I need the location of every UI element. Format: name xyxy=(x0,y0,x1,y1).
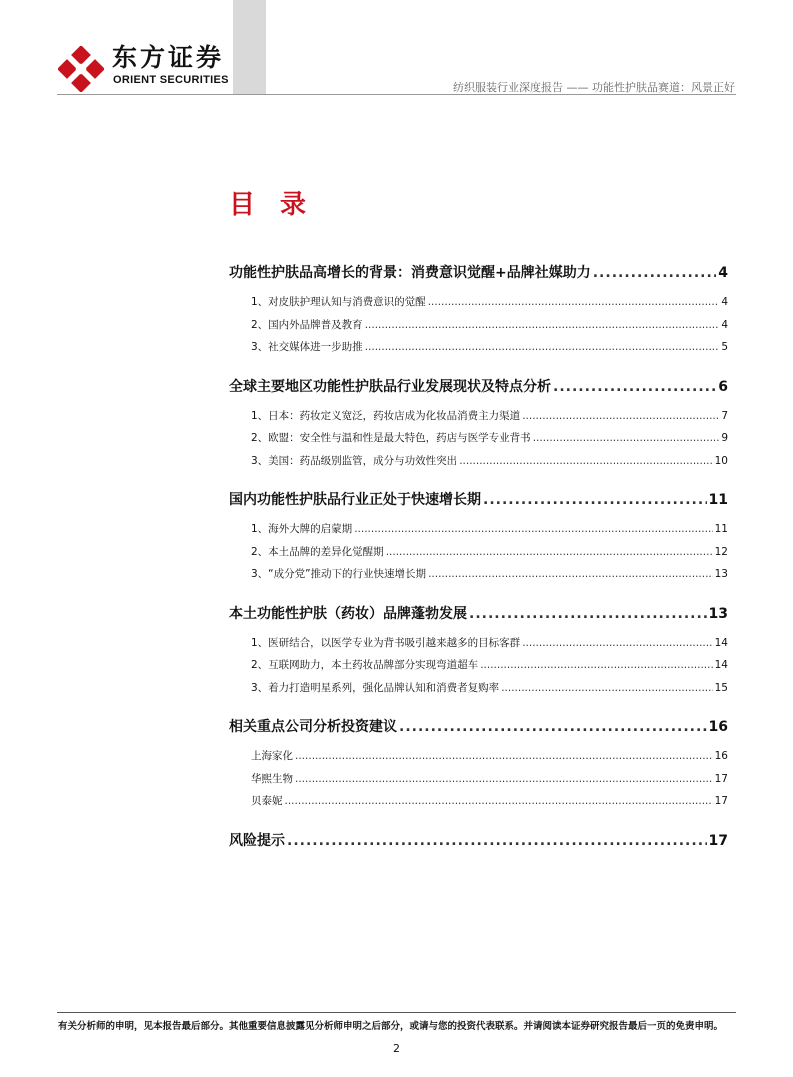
toc-sub-entry[interactable] xyxy=(229,680,728,696)
toc-entry-page: 12 xyxy=(714,545,728,558)
toc-entry-page: 13 xyxy=(714,568,728,580)
toc-leader-dots xyxy=(483,492,707,508)
toc-entry-text: 功能性护肤品高增长的背景：消费意识觉醒+品牌社媒助力 xyxy=(229,265,591,281)
toc-entry-page: 4 xyxy=(721,296,728,308)
toc-entry-page: 11 xyxy=(708,492,728,508)
toc-entry-page: 10 xyxy=(714,454,728,467)
toc-leader-dots xyxy=(533,432,720,444)
toc-sub-entry[interactable] xyxy=(229,339,728,355)
toc-entry-text: 1、医研结合，以医学专业为背书吸引越来越多的目标客群 xyxy=(251,636,521,649)
toc-sub-entry[interactable] xyxy=(229,566,728,582)
toc-entry-text: 贝泰妮 xyxy=(251,795,283,807)
toc-leader-dots xyxy=(522,410,719,422)
toc-entry-text: 本土功能性护肤（药妆）品牌蓬勃发展 xyxy=(229,605,467,622)
toc-leader-dots xyxy=(469,606,707,622)
footer-disclaimer: 有关分析师的申明，见本报告最后部分。其他重要信息披露见分析师申明之后部分，或请与您的投资代表联系。并请阅读本证券研究报告最后一页的免责申明。 xyxy=(58,1021,724,1032)
toc-entry-text: 2、本土品牌的差异化觉醒期 xyxy=(251,545,384,558)
toc-sub-entry[interactable] xyxy=(229,793,728,809)
toc-leader-dots xyxy=(459,455,712,467)
toc-entry-page: 16 xyxy=(708,719,728,735)
toc-leader-dots xyxy=(522,637,712,649)
footer-divider xyxy=(57,1012,736,1013)
report-title-line: 纺织服装行业深度报告 —— 功能性护肤品赛道：风景正好 xyxy=(453,81,735,94)
toc-heading-entry[interactable] xyxy=(229,376,728,398)
toc-heading-entry[interactable] xyxy=(229,603,728,625)
toc-leader-dots xyxy=(399,719,707,735)
toc-entry-page: 15 xyxy=(714,681,728,694)
toc-entry-text: 2、互联网助力，本土药妆品牌部分实现弯道超车 xyxy=(251,659,479,671)
toc-entry-page: 6 xyxy=(718,378,728,395)
toc-entry-text: 1、海外大牌的启蒙期 xyxy=(251,523,353,535)
toc-heading-entry[interactable] xyxy=(229,716,728,738)
toc-leader-dots xyxy=(285,795,713,807)
toc-sub-entry[interactable] xyxy=(229,453,728,469)
toc-entry-text: 3、着力打造明星系列，强化品牌认知和消费者复购率 xyxy=(251,681,500,694)
toc-sub-entry[interactable] xyxy=(229,771,728,787)
toc-entry-page: 17 xyxy=(708,832,728,849)
toc-entry-text: 上海家化 xyxy=(251,750,293,762)
brand-name-cn: 东方证券 xyxy=(112,43,225,72)
toc-entry-text: 2、国内外品牌普及教育 xyxy=(251,318,363,331)
toc-heading-entry[interactable] xyxy=(229,262,728,284)
toc-entry-text: 1、对皮肤护理认知与消费意识的觉醒 xyxy=(251,296,426,308)
toc-entry-text: 风险提示 xyxy=(229,832,285,849)
toc-entry-page: 17 xyxy=(714,795,728,807)
table-of-contents xyxy=(229,0,728,1077)
toc-sub-entry[interactable] xyxy=(229,521,728,537)
toc-leader-dots xyxy=(365,319,720,331)
orient-securities-logo-icon xyxy=(58,46,104,92)
toc-entry-text: 国内功能性护肤品行业正处于快速增长期 xyxy=(229,492,481,508)
toc-title: 目 录 xyxy=(229,190,315,220)
toc-entry-page: 14 xyxy=(714,659,728,671)
toc-entry-text: 3、美国：药品级别监管，成分与功效性突出 xyxy=(251,454,458,467)
toc-entry-text: 1、日本：药妆定义宽泛，药妆店成为化妆品消费主力渠道 xyxy=(251,409,521,422)
toc-sub-entry[interactable] xyxy=(229,408,728,424)
toc-leader-dots xyxy=(428,296,720,308)
toc-entry-page: 5 xyxy=(721,341,728,353)
toc-sub-entry[interactable] xyxy=(229,635,728,651)
toc-leader-dots xyxy=(365,341,720,353)
toc-entry-page: 9 xyxy=(721,432,728,444)
toc-leader-dots xyxy=(501,682,712,694)
toc-entry-text: 华熙生物 xyxy=(251,772,293,785)
toc-sub-entry[interactable] xyxy=(229,430,728,446)
brand-name-en: ORIENT SECURITIES xyxy=(113,74,229,86)
toc-entry-page: 7 xyxy=(721,409,728,422)
toc-entry-page: 11 xyxy=(714,523,728,535)
toc-leader-dots xyxy=(354,523,712,535)
toc-leader-dots xyxy=(295,773,713,785)
toc-entry-text: 3、社交媒体进一步助推 xyxy=(251,341,363,353)
toc-entry-text: 3、“成分党”推动下的行业快速增长期 xyxy=(251,568,427,580)
toc-sub-entry[interactable] xyxy=(229,657,728,673)
toc-entry-text: 全球主要地区功能性护肤品行业发展现状及特点分析 xyxy=(229,378,551,395)
page-number: 2 xyxy=(393,1042,400,1055)
toc-entry-text: 2、欧盟：安全性与温和性是最大特色，药店与医学专业背书 xyxy=(251,432,531,444)
toc-heading-entry[interactable] xyxy=(229,830,728,852)
toc-sub-entry[interactable] xyxy=(229,294,728,310)
toc-entry-page: 14 xyxy=(714,636,728,649)
toc-leader-dots xyxy=(287,833,707,849)
toc-sub-entry[interactable] xyxy=(229,544,728,560)
toc-sub-entry[interactable] xyxy=(229,317,728,333)
toc-leader-dots xyxy=(480,659,712,671)
toc-sub-entry[interactable] xyxy=(229,748,728,764)
toc-leader-dots xyxy=(295,750,713,762)
toc-leader-dots xyxy=(386,546,713,558)
toc-heading-entry[interactable] xyxy=(229,489,728,511)
toc-entry-page: 17 xyxy=(714,772,728,785)
toc-entry-page: 4 xyxy=(718,265,728,281)
toc-leader-dots xyxy=(593,265,717,281)
toc-leader-dots xyxy=(428,568,713,580)
toc-entry-page: 16 xyxy=(714,750,728,762)
toc-entry-page: 4 xyxy=(721,318,728,331)
toc-entry-text: 相关重点公司分析投资建议 xyxy=(229,719,397,735)
toc-leader-dots xyxy=(553,379,716,395)
toc-entry-page: 13 xyxy=(708,605,728,622)
